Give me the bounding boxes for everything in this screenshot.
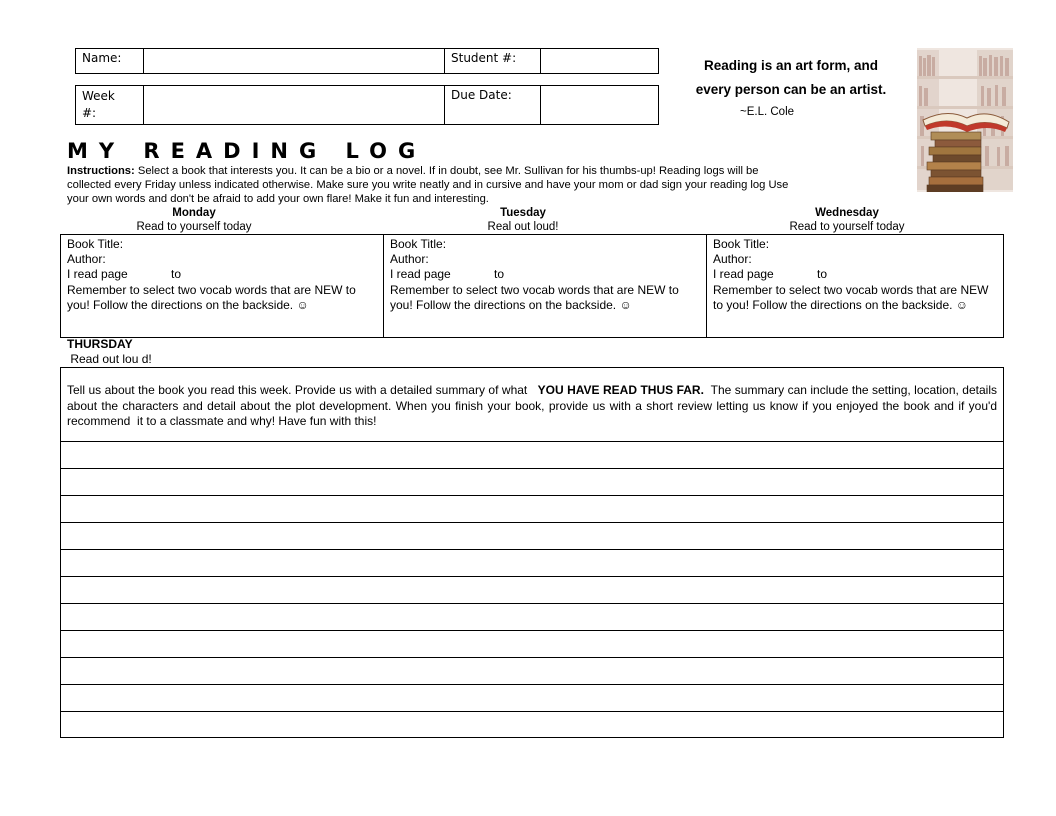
name-field[interactable]	[144, 49, 445, 74]
book-title-label: Book Title:	[390, 237, 447, 251]
quote-line-2: every person can be an artist.	[695, 82, 887, 97]
daily-log-table	[60, 234, 1004, 338]
writing-line[interactable]	[61, 550, 1003, 577]
week-label: Week #:	[76, 86, 144, 125]
bookstack-image	[917, 48, 1013, 192]
writing-line[interactable]	[61, 577, 1003, 604]
book-title-label: Book Title:	[713, 237, 770, 251]
log-cell-wednesday[interactable]	[707, 235, 1004, 338]
pages-label: I read page to	[390, 267, 505, 282]
pages-label: I read page to	[67, 267, 182, 282]
student-number-field[interactable]	[541, 49, 659, 74]
author-label: Author:	[67, 252, 106, 267]
thursday-header: THURSDAY Read out lou d!	[67, 337, 152, 366]
week-field[interactable]	[144, 86, 445, 125]
writing-line[interactable]	[61, 469, 1003, 496]
quote-author: ~E.L. Cole	[740, 106, 795, 118]
vocab-reminder: Remember to select two vocab words that are NEW to you! Follow the directions on the backside. ☺	[713, 282, 989, 312]
student-number-label: Student #:	[445, 49, 541, 74]
writing-line[interactable]	[61, 712, 1003, 738]
due-date-field[interactable]	[541, 86, 659, 125]
instructions-text: Select a book that interests you. It can be a bio or a novel. If in doubt, see Mr. Sullivan for his thumbs-up! Reading logs will be collected every Friday unless indicated otherwise. Make sure you write neatly and in cursive and have your mom or dad sign your reading log Use your own words and don't be afraid to add your own flare! Make it fun and interesting.	[67, 165, 789, 205]
day-header-wednesday: Wednesday Read to yourself today	[789, 207, 905, 233]
pages-label: I read page to	[713, 267, 828, 282]
log-cell-tuesday[interactable]	[384, 235, 707, 338]
week-info-table	[75, 85, 659, 125]
summary-box	[60, 367, 1004, 738]
vocab-reminder: Remember to select two vocab words that are NEW to you! Follow the directions on the backside. ☺	[67, 282, 356, 312]
instructions-label: Instructions:	[67, 165, 135, 177]
writing-line[interactable]	[61, 496, 1003, 523]
book-title-label: Book Title:	[67, 237, 124, 251]
writing-line[interactable]	[61, 442, 1003, 469]
student-info-table	[75, 48, 659, 74]
day-header-tuesday: Tuesday Real out loud!	[487, 207, 559, 233]
name-label: Name:	[76, 49, 144, 74]
author-label: Author:	[390, 252, 429, 267]
log-cell-monday[interactable]	[61, 235, 384, 338]
page-title: MY READING LOG	[67, 139, 427, 163]
summary-prompt: Tell us about the book you read this week. Provide us with a detailed summary of what YOU HAVE READ THUS FAR. The summary can include the setting, location, details about the characters and detail about the plot development. When you finish your book, provide us with a short review letting us know if you enjoyed the book and if you'd recommend it to a classmate and why! Have fun with this!	[61, 368, 1003, 442]
due-date-label: Due Date:	[445, 86, 541, 125]
author-label: Author:	[713, 252, 752, 267]
writing-line[interactable]	[61, 631, 1003, 658]
vocab-reminder: Remember to select two vocab words that are NEW to you! Follow the directions on the backside. ☺	[390, 282, 679, 312]
writing-line[interactable]	[61, 523, 1003, 550]
quote-line-1: Reading is an art form, and	[703, 58, 879, 73]
writing-line[interactable]	[61, 685, 1003, 712]
writing-line[interactable]	[61, 658, 1003, 685]
writing-line[interactable]	[61, 604, 1003, 631]
day-header-monday: Monday Read to yourself today	[136, 207, 252, 233]
instructions	[67, 164, 802, 206]
